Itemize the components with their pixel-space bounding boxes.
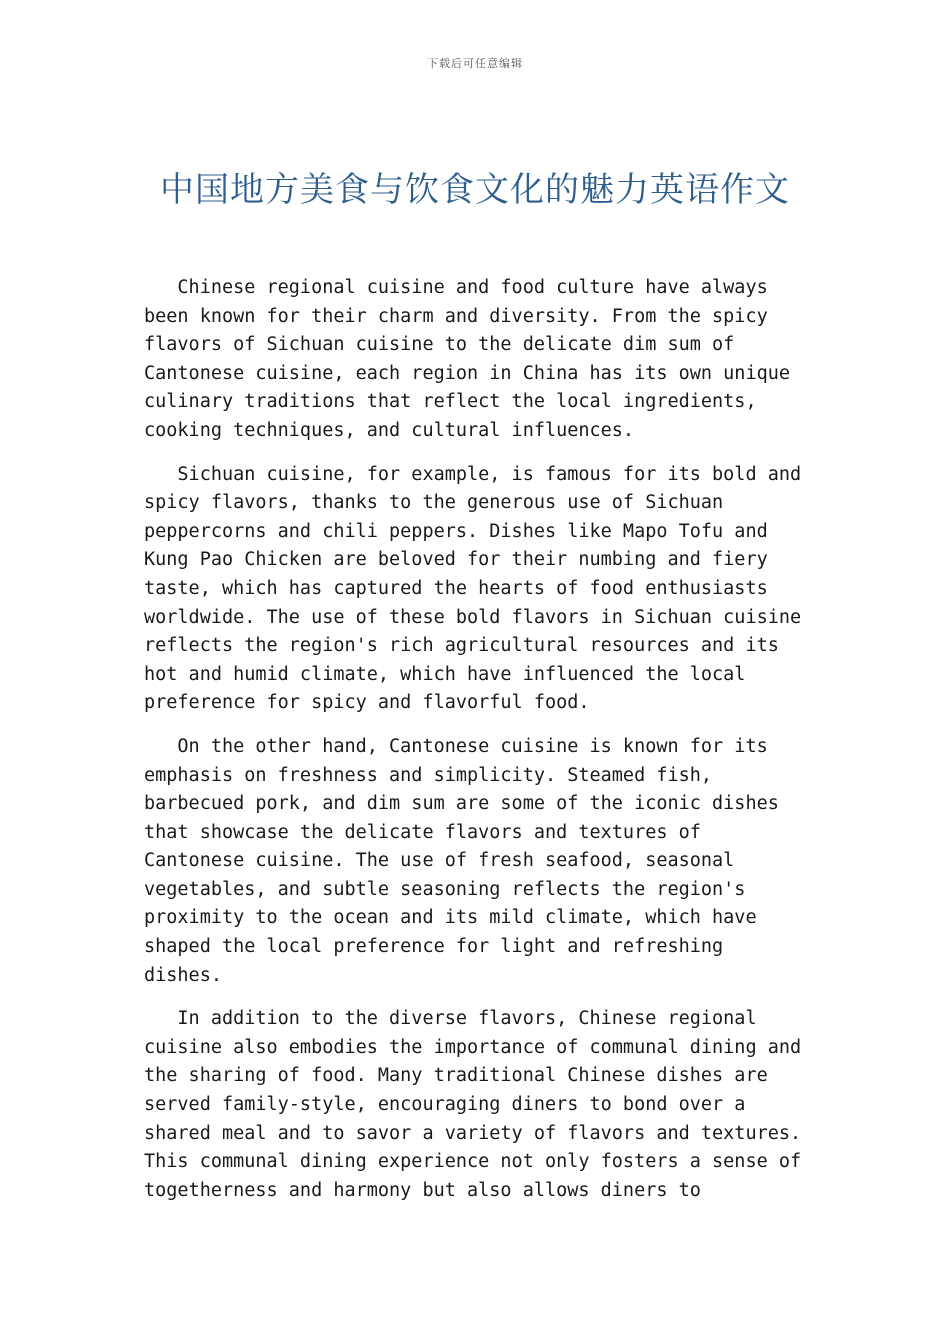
paragraph bbox=[144, 461, 819, 718]
text-line: shaped the local preference for light and refreshing bbox=[144, 936, 724, 958]
text-line: cooking techniques, and cultural influences. bbox=[144, 419, 635, 441]
text-line: served family-style, encouraging diners to bond over a bbox=[144, 1094, 746, 1116]
text-line: Sichuan cuisine, for example, is famous for its bold and bbox=[144, 463, 802, 485]
text-line: vegetables, and subtle seasoning reflects the region's bbox=[144, 878, 746, 900]
paragraph bbox=[144, 733, 819, 990]
text-line: cuisine also embodies the importance of communal dining and bbox=[144, 1036, 802, 1058]
text-line: preference for spicy and flavorful food. bbox=[144, 692, 590, 714]
text-line: shared meal and to savor a variety of flavors and textures. bbox=[144, 1122, 802, 1144]
text-line: that showcase the delicate flavors and textures of bbox=[144, 821, 701, 843]
text-line: barbecued pork, and dim sum are some of the iconic dishes bbox=[144, 793, 779, 815]
text-line: worldwide. The use of these bold flavors in Sichuan cuisine bbox=[144, 606, 802, 628]
text-line: culinary traditions that reflect the local ingredients, bbox=[144, 391, 757, 413]
text-line: flavors of Sichuan cuisine to the delicate dim sum of bbox=[144, 334, 735, 356]
text-line: Cantonese cuisine, each region in China has its own unique bbox=[144, 362, 791, 384]
text-line: Kung Pao Chicken are beloved for their numbing and fiery bbox=[144, 549, 768, 571]
text-line: been known for their charm and diversity. From the spicy bbox=[144, 305, 768, 327]
text-line: In addition to the diverse flavors, Chinese regional bbox=[144, 1008, 757, 1030]
text-line: proximity to the ocean and its mild climate, which have bbox=[144, 907, 757, 929]
document-body bbox=[144, 274, 819, 1220]
text-line: dishes. bbox=[144, 964, 222, 986]
paragraph bbox=[144, 274, 819, 446]
text-line: hot and humid climate, which have influenced the local bbox=[144, 663, 746, 685]
text-line: taste, which has captured the hearts of food enthusiasts bbox=[144, 577, 768, 599]
text-line: togetherness and harmony but also allows diners to bbox=[144, 1179, 701, 1201]
text-line: the sharing of food. Many traditional Chinese dishes are bbox=[144, 1065, 768, 1087]
text-line: reflects the region's rich agricultural resources and its bbox=[144, 635, 779, 657]
page-header-note: 下载后可任意编辑 bbox=[427, 57, 523, 70]
document-title: 中国地方美食与饮食文化的魅力英语作文 bbox=[160, 170, 790, 210]
text-line: On the other hand, Cantonese cuisine is known for its bbox=[144, 735, 768, 757]
text-line: Chinese regional cuisine and food culture have always bbox=[144, 277, 768, 298]
text-line: emphasis on freshness and simplicity. Steamed fish, bbox=[144, 764, 713, 786]
text-line: Cantonese cuisine. The use of fresh seafood, seasonal bbox=[144, 850, 735, 872]
text-line: This communal dining experience not only fosters a sense of bbox=[144, 1151, 802, 1173]
paragraph bbox=[144, 1005, 819, 1205]
text-line: peppercorns and chili peppers. Dishes like Mapo Tofu and bbox=[144, 520, 768, 542]
text-line: spicy flavors, thanks to the generous use of Sichuan bbox=[144, 492, 724, 514]
